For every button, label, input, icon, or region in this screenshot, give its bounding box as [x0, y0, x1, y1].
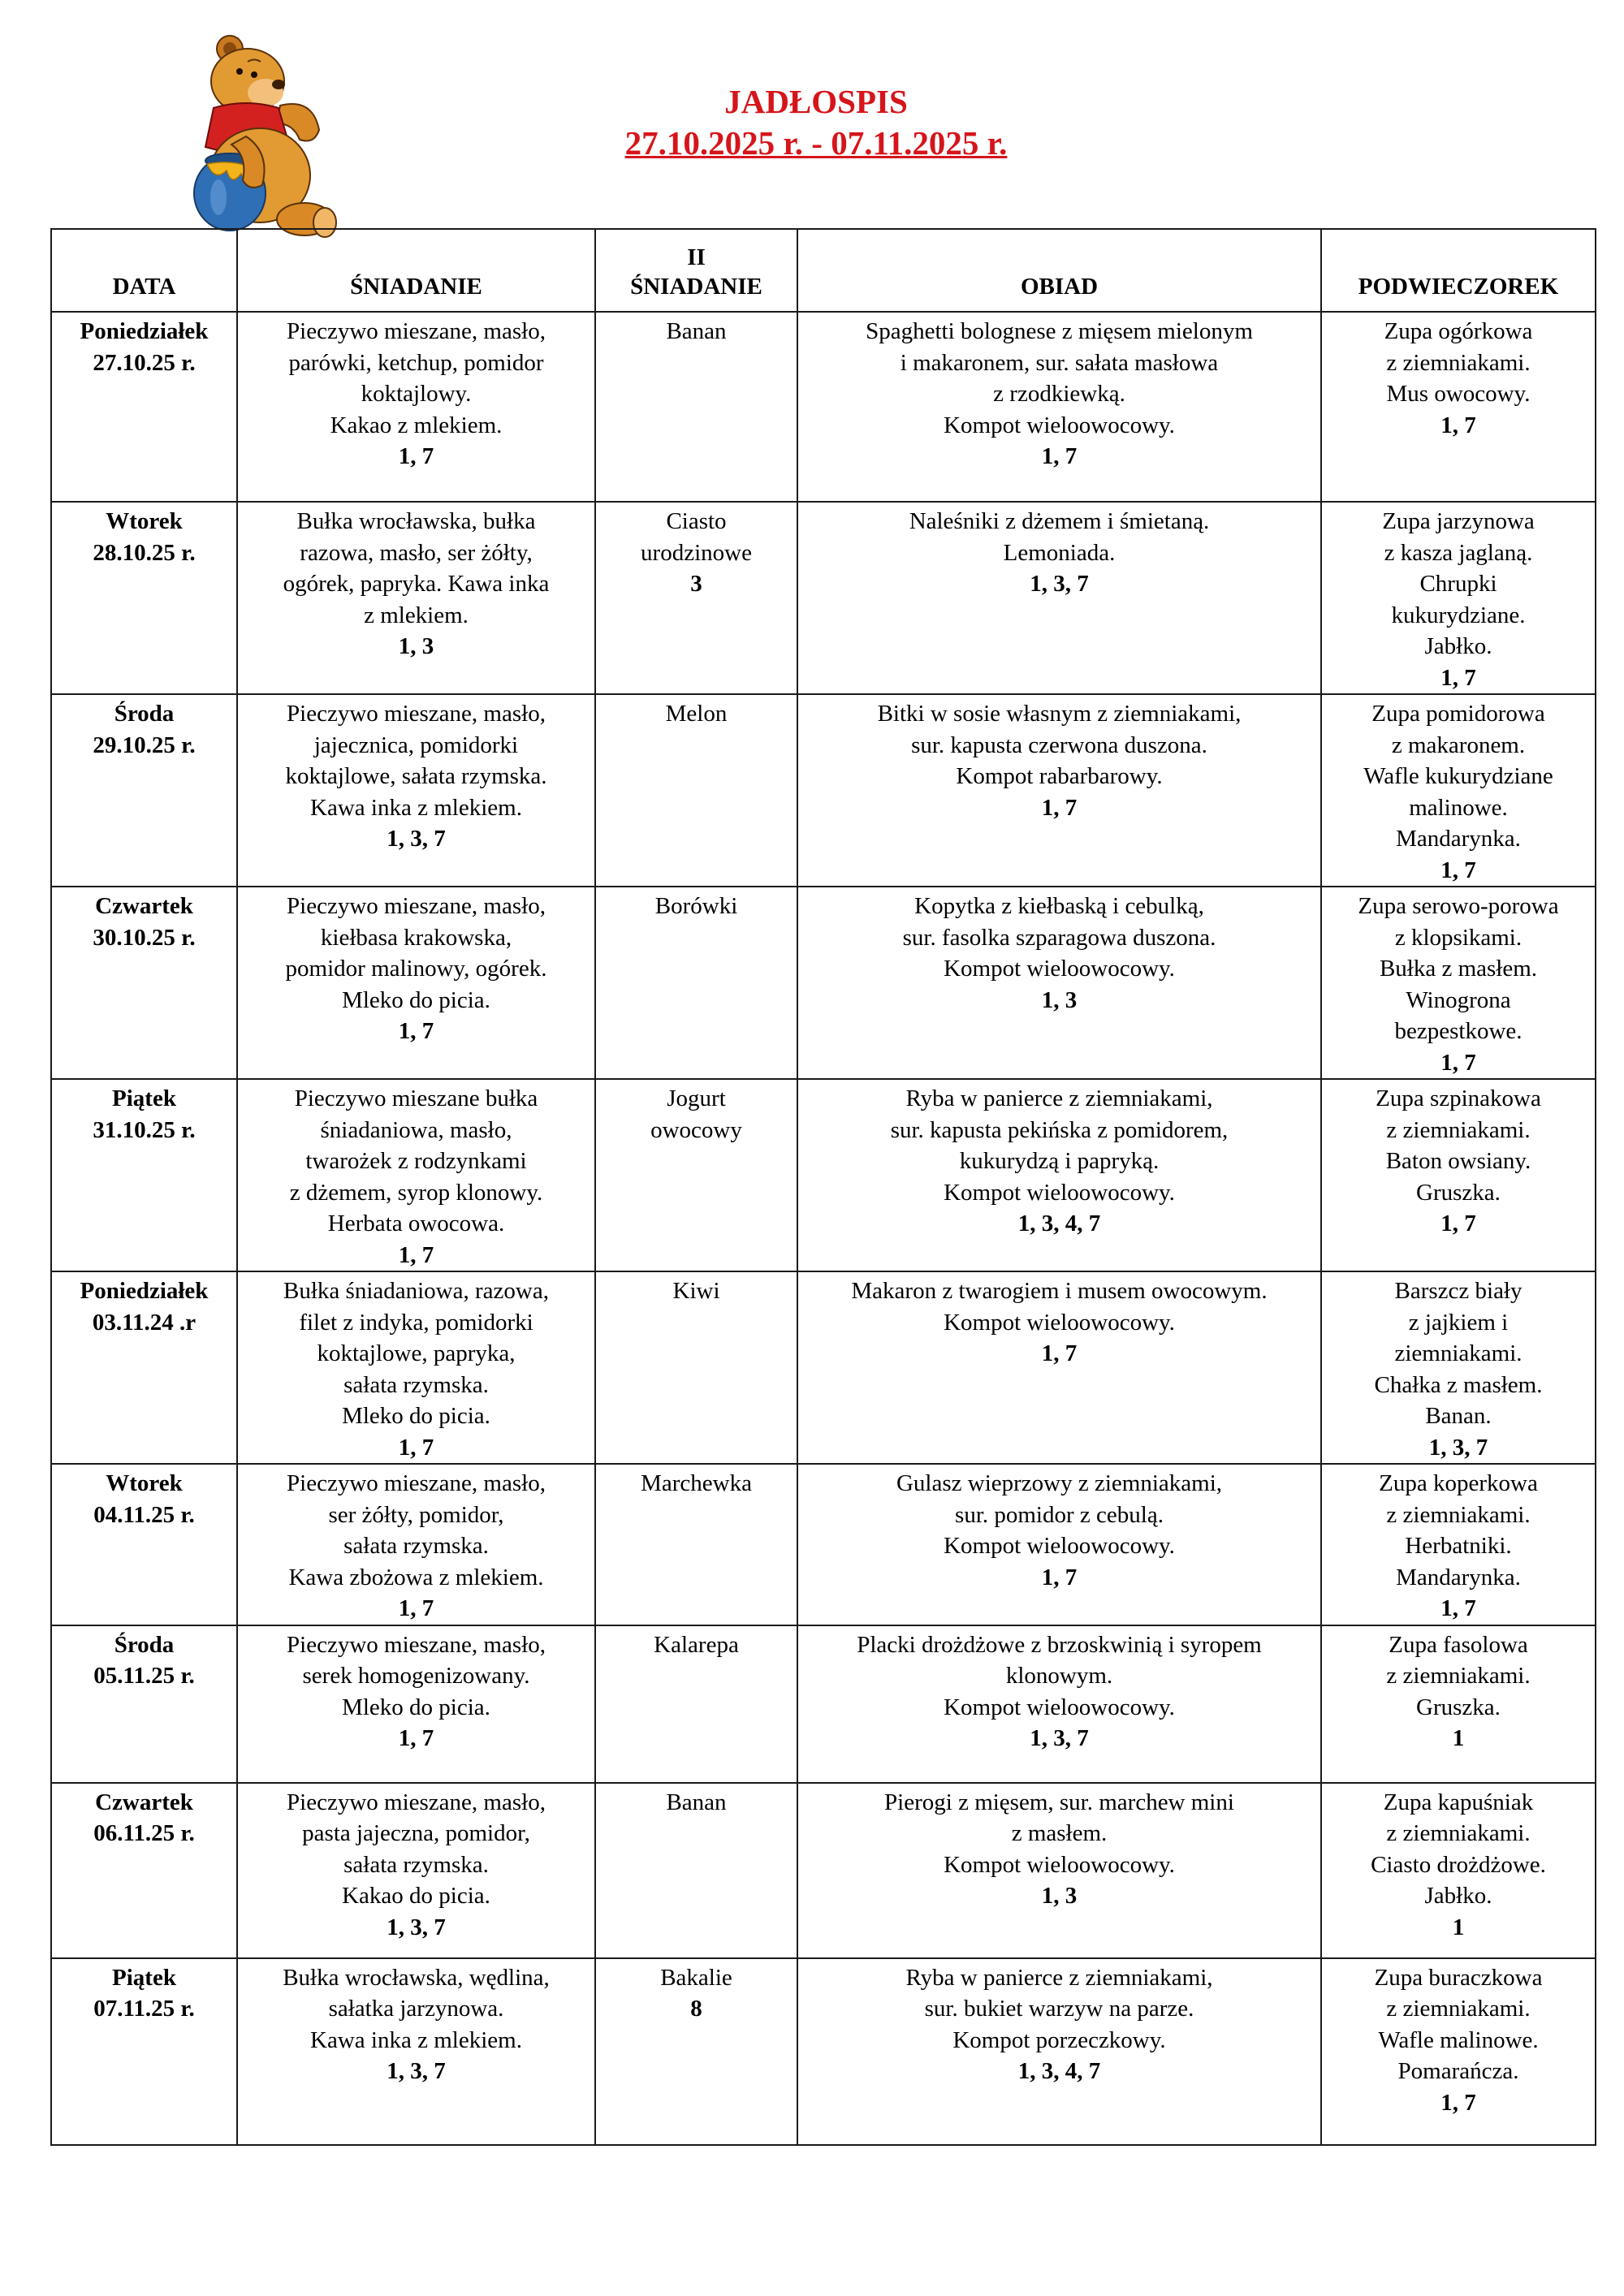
- header-row: [51, 229, 1596, 312]
- cell-line: Kompot wieloowocowy.: [944, 1533, 1175, 1559]
- cell-line: Pieczywo mieszane, masło,: [287, 701, 546, 727]
- cell-line: Wafle malinowe.: [1378, 2026, 1539, 2053]
- cell-line: Mus owocowy.: [1386, 381, 1531, 407]
- cell-line: z ziemniakami.: [1386, 1501, 1531, 1528]
- table-row: [51, 502, 1596, 694]
- cell-line: jajecznica, pomidorki: [313, 732, 519, 758]
- cell-line: ser żółty, pomidor,: [328, 1501, 504, 1528]
- cell-line: Pieczywo mieszane, masło,: [287, 1789, 546, 1815]
- allergen-codes: 1, 7: [1440, 857, 1476, 883]
- allergen-codes: 1, 7: [1440, 1049, 1476, 1076]
- second-breakfast-cell: [595, 887, 797, 1079]
- cell-line: Pierogi z mięsem, sur. marchew mini: [884, 1789, 1234, 1815]
- second-breakfast-cell: [595, 1783, 797, 1958]
- cell-line: 31.10.25 r.: [93, 1116, 196, 1143]
- cell-line: Mleko do picia.: [342, 986, 490, 1013]
- breakfast-cell: [237, 1625, 595, 1783]
- cell-line: Pieczywo mieszane, masło,: [287, 318, 546, 344]
- cell-line: Wtorek: [106, 1470, 183, 1496]
- cell-line: filet z indyka, pomidorki: [299, 1309, 533, 1336]
- cell-line: Pieczywo mieszane, masło,: [287, 1631, 546, 1658]
- cell-line: Melon: [665, 701, 728, 727]
- lunch-cell: [797, 694, 1321, 887]
- allergen-codes: 1, 7: [1440, 664, 1476, 691]
- second-breakfast-cell: [595, 502, 797, 694]
- cell-line: Zupa szpinakowa: [1376, 1085, 1541, 1111]
- cell-line: Środa: [114, 701, 175, 727]
- second-breakfast-cell: [595, 1079, 797, 1271]
- lunch-cell: [797, 1079, 1321, 1271]
- breakfast-cell: [237, 887, 595, 1079]
- cell-line: Placki drożdżowe z brzoskwinią i syropem: [857, 1631, 1262, 1658]
- cell-line: Poniedziałek: [80, 318, 209, 344]
- cell-line: Banan.: [1425, 1403, 1492, 1429]
- cell-line: koktajlowy.: [361, 381, 472, 407]
- cell-line: Marchewka: [641, 1470, 752, 1496]
- cell-line: z kasza jaglaną.: [1384, 539, 1533, 566]
- breakfast-cell: [237, 1464, 595, 1625]
- cell-line: Zupa jarzynowa: [1382, 508, 1535, 534]
- cell-line: sałata rzymska.: [343, 1533, 489, 1559]
- cell-line: z jajkiem i: [1408, 1309, 1509, 1336]
- column-header-second-breakfast: [595, 229, 797, 312]
- cell-line: razowa, masło, ser żółty,: [300, 539, 533, 566]
- cell-line: malinowe.: [1409, 794, 1508, 821]
- cell-line: sur. bukiet warzyw na parze.: [924, 1996, 1194, 2022]
- date-cell: [51, 1783, 237, 1958]
- cell-line: z mlekiem.: [364, 602, 469, 628]
- allergen-codes: 1, 3, 4, 7: [1017, 2058, 1101, 2084]
- cell-line: z makaronem.: [1391, 732, 1526, 758]
- cell-line: Ryba w panierce z ziemniakami,: [905, 1085, 1213, 1111]
- cell-line: sałata rzymska.: [343, 1371, 489, 1398]
- cell-line: Ryba w panierce z ziemniakami,: [905, 1964, 1213, 1991]
- cell-line: z ziemniakami.: [1386, 1820, 1531, 1846]
- cell-line: Jabłko.: [1424, 1883, 1492, 1909]
- cell-line: Ciasto: [666, 508, 727, 534]
- cell-line: Spaghetti bolognese z mięsem mielonym: [866, 318, 1253, 344]
- cell-line: Kompot wieloowocowy.: [944, 1694, 1175, 1720]
- allergen-codes: 1, 7: [1041, 443, 1078, 469]
- allergen-codes: 1, 7: [1041, 1340, 1078, 1366]
- cell-line: Bułka wrocławska, wędlina,: [283, 1964, 550, 1991]
- allergen-codes: 1, 3, 7: [387, 1914, 446, 1940]
- snack-cell: [1321, 1625, 1596, 1783]
- cell-line: serek homogenizowany.: [302, 1663, 530, 1689]
- column-header-line: II: [687, 244, 706, 270]
- second-breakfast-cell: [595, 1958, 797, 2145]
- cell-line: z masłem.: [1011, 1820, 1108, 1846]
- cell-line: kukurydziane.: [1391, 602, 1526, 628]
- lunch-cell: [797, 1625, 1321, 1783]
- date-cell: [51, 312, 237, 502]
- date-range: 27.10.2025 r. - 07.11.2025 r.: [624, 124, 1008, 162]
- date-cell: [51, 694, 237, 887]
- column-header-snack: PODWIECZOREK: [1321, 229, 1596, 312]
- cell-line: 06.11.25 r.: [93, 1820, 195, 1846]
- lunch-cell: [797, 312, 1321, 502]
- cell-line: Pomarańcza.: [1397, 2058, 1519, 2084]
- column-header-line: ŚNIADANIE: [630, 274, 762, 300]
- table-row: [51, 1958, 1596, 2145]
- cell-line: sur. kapusta pekińska z pomidorem,: [890, 1116, 1229, 1143]
- date-cell: [51, 502, 237, 694]
- date-cell: [51, 1079, 237, 1271]
- cell-line: Pieczywo mieszane bułka: [294, 1085, 538, 1111]
- allergen-codes: 3: [690, 571, 702, 597]
- cell-line: Kawa inka z mlekiem.: [310, 2026, 522, 2053]
- cell-line: Kompot wieloowocowy.: [944, 1309, 1175, 1336]
- breakfast-cell: [237, 1271, 595, 1464]
- allergen-codes: 1, 3: [398, 633, 434, 659]
- cell-line: Kakao z mlekiem.: [330, 412, 503, 438]
- snack-cell: [1321, 1464, 1596, 1625]
- cell-line: Środa: [114, 1631, 175, 1658]
- snack-cell: [1321, 502, 1596, 694]
- cell-line: z rzodkiewką.: [993, 381, 1125, 407]
- cell-line: śniadaniowa, masło,: [320, 1116, 512, 1143]
- column-header-date: DATA: [51, 229, 237, 312]
- allergen-codes: 1, 7: [398, 1018, 434, 1044]
- table-row: [51, 312, 1596, 502]
- cell-line: 04.11.25 r.: [93, 1501, 195, 1528]
- cell-line: 27.10.25 r.: [93, 349, 196, 376]
- header: [438, 81, 1194, 164]
- cell-line: urodzinowe: [641, 539, 752, 566]
- allergen-codes: 1, 3, 7: [1030, 571, 1089, 597]
- cell-line: Lemoniada.: [1003, 539, 1116, 566]
- cell-line: Pieczywo mieszane, masło,: [287, 1470, 546, 1496]
- page-title: JADŁOSPIS: [724, 83, 908, 120]
- cell-line: Kompot wieloowocowy.: [944, 956, 1175, 982]
- cell-line: Kompot wieloowocowy.: [944, 1851, 1175, 1878]
- cell-line: Gruszka.: [1416, 1179, 1501, 1206]
- cell-line: Bułka wrocławska, bułka: [296, 508, 536, 534]
- breakfast-cell: [237, 1079, 595, 1271]
- second-breakfast-cell: [595, 1625, 797, 1783]
- menu-body: [51, 312, 1596, 2145]
- column-header-breakfast: ŚNIADANIE: [237, 229, 595, 312]
- snack-cell: [1321, 694, 1596, 887]
- date-cell: [51, 887, 237, 1079]
- cell-line: Bułka z masłem.: [1379, 956, 1538, 982]
- table-row: [51, 887, 1596, 1079]
- allergen-codes: 1, 7: [398, 1595, 434, 1621]
- allergen-codes: 1, 3: [1041, 1883, 1078, 1909]
- snack-cell: [1321, 1783, 1596, 1958]
- cell-line: Bakalie: [660, 1964, 732, 1991]
- date-cell: [51, 1625, 237, 1783]
- table-row: [51, 694, 1596, 887]
- allergen-codes: 1, 7: [1041, 1564, 1078, 1590]
- allergen-codes: 1, 7: [398, 1434, 434, 1461]
- breakfast-cell: [237, 694, 595, 887]
- cell-line: Mleko do picia.: [342, 1403, 490, 1429]
- allergen-codes: 1, 7: [398, 1241, 434, 1268]
- table-row: [51, 1464, 1596, 1625]
- cell-line: Wtorek: [106, 508, 183, 534]
- cell-line: sur. fasolka szparagowa duszona.: [902, 924, 1216, 951]
- cell-line: Zupa buraczkowa: [1374, 1964, 1543, 1991]
- lunch-cell: [797, 1271, 1321, 1464]
- cell-line: Kompot rabarbarowy.: [956, 763, 1163, 789]
- cell-line: Zupa serowo-porowa: [1358, 893, 1559, 919]
- allergen-codes: 1, 7: [1440, 1211, 1476, 1236]
- table-row: [51, 1783, 1596, 1958]
- cell-line: Barszcz biały: [1394, 1278, 1522, 1304]
- allergen-codes: 1, 3, 7: [387, 2058, 446, 2084]
- lunch-cell: [797, 1958, 1321, 2145]
- cell-line: kukurydzą i papryką.: [959, 1148, 1160, 1174]
- cell-line: 29.10.25 r.: [93, 732, 196, 758]
- allergen-codes: 1, 7: [1440, 1595, 1476, 1621]
- cell-line: z ziemniakami.: [1386, 1663, 1531, 1689]
- cell-line: Borówki: [654, 893, 738, 919]
- lunch-cell: [797, 502, 1321, 694]
- lunch-cell: [797, 1464, 1321, 1625]
- allergen-codes: 1, 3, 7: [1030, 1725, 1089, 1751]
- cell-line: sałatka jarzynowa.: [328, 1996, 504, 2022]
- cell-line: Zupa pomidorowa: [1371, 701, 1545, 727]
- cell-line: owocowy: [650, 1116, 742, 1143]
- snack-cell: [1321, 1271, 1596, 1464]
- cell-line: Makaron z twarogiem i musem owocowym.: [851, 1278, 1268, 1304]
- allergen-codes: 1: [1452, 1914, 1465, 1940]
- cell-line: Zupa kapuśniak: [1383, 1789, 1534, 1815]
- cell-line: kiełbasa krakowska,: [320, 924, 512, 951]
- cell-line: Banan: [666, 1789, 727, 1815]
- cell-line: Gruszka.: [1416, 1694, 1501, 1720]
- cell-line: 30.10.25 r.: [93, 924, 196, 951]
- allergen-codes: 1, 7: [1440, 2089, 1476, 2116]
- column-header-lunch: OBIAD: [797, 229, 1321, 312]
- cell-line: Baton owsiany.: [1385, 1148, 1531, 1174]
- lunch-cell: [797, 887, 1321, 1079]
- teddy-bear-with-honey-pot-icon: [183, 31, 357, 250]
- cell-line: Kompot porzeczkowy.: [952, 2026, 1166, 2053]
- cell-line: ogórek, papryka. Kawa inka: [283, 571, 550, 597]
- table-row: [51, 1079, 1596, 1271]
- allergen-codes: 1, 7: [1041, 794, 1078, 821]
- cell-line: parówki, ketchup, pomidor: [288, 349, 544, 376]
- menu-table: [50, 228, 1596, 2146]
- breakfast-cell: [237, 1783, 595, 1958]
- second-breakfast-cell: [595, 1464, 797, 1625]
- cell-line: Naleśniki z dżemem i śmietaną.: [909, 508, 1210, 534]
- cell-line: twarożek z rodzynkami: [305, 1148, 527, 1174]
- cell-line: Zupa fasolowa: [1389, 1631, 1528, 1658]
- snack-cell: [1321, 1958, 1596, 2145]
- cell-line: z klopsikami.: [1394, 924, 1522, 951]
- cell-line: Pieczywo mieszane, masło,: [287, 893, 546, 919]
- cell-line: Kompot wieloowocowy.: [944, 1179, 1175, 1206]
- cell-line: Mandarynka.: [1396, 826, 1521, 852]
- cell-line: Bitki w sosie własnym z ziemniakami,: [877, 701, 1242, 727]
- cell-line: sur. kapusta czerwona duszona.: [911, 732, 1207, 758]
- cell-line: Mandarynka.: [1396, 1564, 1521, 1590]
- cell-line: Kalarepa: [654, 1631, 739, 1658]
- cell-line: 28.10.25 r.: [93, 539, 196, 566]
- allergen-codes: 1, 3, 7: [387, 826, 446, 852]
- cell-line: z ziemniakami.: [1386, 1116, 1531, 1143]
- breakfast-cell: [237, 502, 595, 694]
- table-row: [51, 1271, 1596, 1464]
- cell-line: Kompot wieloowocowy.: [944, 412, 1175, 438]
- cell-line: koktajlowe, papryka,: [317, 1340, 516, 1366]
- cell-line: Kawa inka z mlekiem.: [310, 794, 522, 821]
- cell-line: pomidor malinowy, ogórek.: [285, 956, 547, 982]
- allergen-codes: 1: [1452, 1725, 1465, 1751]
- cell-line: i makaronem, sur. sałata masłowa: [900, 349, 1219, 376]
- lunch-cell: [797, 1783, 1321, 1958]
- cell-line: klonowym.: [1005, 1663, 1113, 1689]
- cell-line: Kawa zbożowa z mlekiem.: [288, 1564, 544, 1590]
- cell-line: z dżemem, syrop klonowy.: [289, 1179, 543, 1206]
- breakfast-cell: [237, 1958, 595, 2145]
- cell-line: z ziemniakami.: [1386, 1996, 1531, 2022]
- cell-line: Poniedziałek: [80, 1278, 209, 1304]
- cell-line: Kopytka z kiełbaską i cebulką,: [914, 893, 1204, 919]
- allergen-codes: 1, 3, 7: [1428, 1434, 1488, 1461]
- cell-line: Mleko do picia.: [342, 1694, 490, 1720]
- allergen-codes: 8: [690, 1996, 702, 2022]
- cell-line: pasta jajeczna, pomidor,: [302, 1820, 530, 1846]
- cell-line: Kiwi: [672, 1278, 720, 1304]
- second-breakfast-cell: [595, 694, 797, 887]
- cell-line: Banan: [666, 318, 727, 344]
- cell-line: Kakao do picia.: [342, 1883, 490, 1909]
- cell-line: Jogurt: [667, 1085, 726, 1111]
- second-breakfast-cell: [595, 1271, 797, 1464]
- cell-line: sur. pomidor z cebulą.: [955, 1501, 1164, 1528]
- cell-line: Ciasto drożdżowe.: [1371, 1851, 1546, 1878]
- cell-line: Winogrona: [1406, 986, 1511, 1013]
- cell-line: Czwartek: [95, 1789, 193, 1815]
- cell-line: koktajlowe, sałata rzymska.: [285, 763, 547, 789]
- cell-line: Piątek: [112, 1085, 176, 1111]
- cell-line: 07.11.25 r.: [93, 1996, 195, 2022]
- table-row: [51, 1625, 1596, 1783]
- snack-cell: [1321, 1079, 1596, 1271]
- date-cell: [51, 1958, 237, 2145]
- cell-line: Bułka śniadaniowa, razowa,: [283, 1278, 549, 1304]
- cell-line: Gulasz wieprzowy z ziemniakami,: [896, 1470, 1222, 1496]
- cell-line: Czwartek: [95, 893, 193, 919]
- cell-line: Herbata owocowa.: [327, 1211, 505, 1236]
- cell-line: ziemniakami.: [1394, 1340, 1522, 1366]
- cell-line: sałata rzymska.: [343, 1851, 489, 1878]
- allergen-codes: 1, 7: [398, 443, 434, 469]
- snack-cell: [1321, 887, 1596, 1079]
- allergen-codes: 1, 3, 4, 7: [1017, 1211, 1101, 1236]
- snack-cell: [1321, 312, 1596, 502]
- cell-line: z ziemniakami.: [1386, 349, 1531, 376]
- date-cell: [51, 1271, 237, 1464]
- cell-line: 05.11.25 r.: [93, 1663, 195, 1689]
- cell-line: Jabłko.: [1424, 633, 1492, 659]
- cell-line: Chrupki: [1419, 571, 1497, 597]
- cell-line: Zupa koperkowa: [1379, 1470, 1538, 1496]
- cell-line: Zupa ogórkowa: [1384, 318, 1533, 344]
- allergen-codes: 1, 3: [1041, 986, 1078, 1013]
- allergen-codes: 1, 7: [1440, 412, 1476, 438]
- cell-line: 03.11.24 .r: [92, 1309, 197, 1336]
- cell-line: Herbatniki.: [1405, 1533, 1512, 1559]
- breakfast-cell: [237, 312, 595, 502]
- allergen-codes: 1, 7: [398, 1725, 434, 1751]
- second-breakfast-cell: [595, 312, 797, 502]
- cell-line: Chałka z masłem.: [1374, 1371, 1543, 1398]
- cell-line: Wafle kukurydziane: [1363, 763, 1553, 789]
- cell-line: Piątek: [112, 1964, 176, 1991]
- date-cell: [51, 1464, 237, 1625]
- cell-line: bezpestkowe.: [1394, 1018, 1522, 1044]
